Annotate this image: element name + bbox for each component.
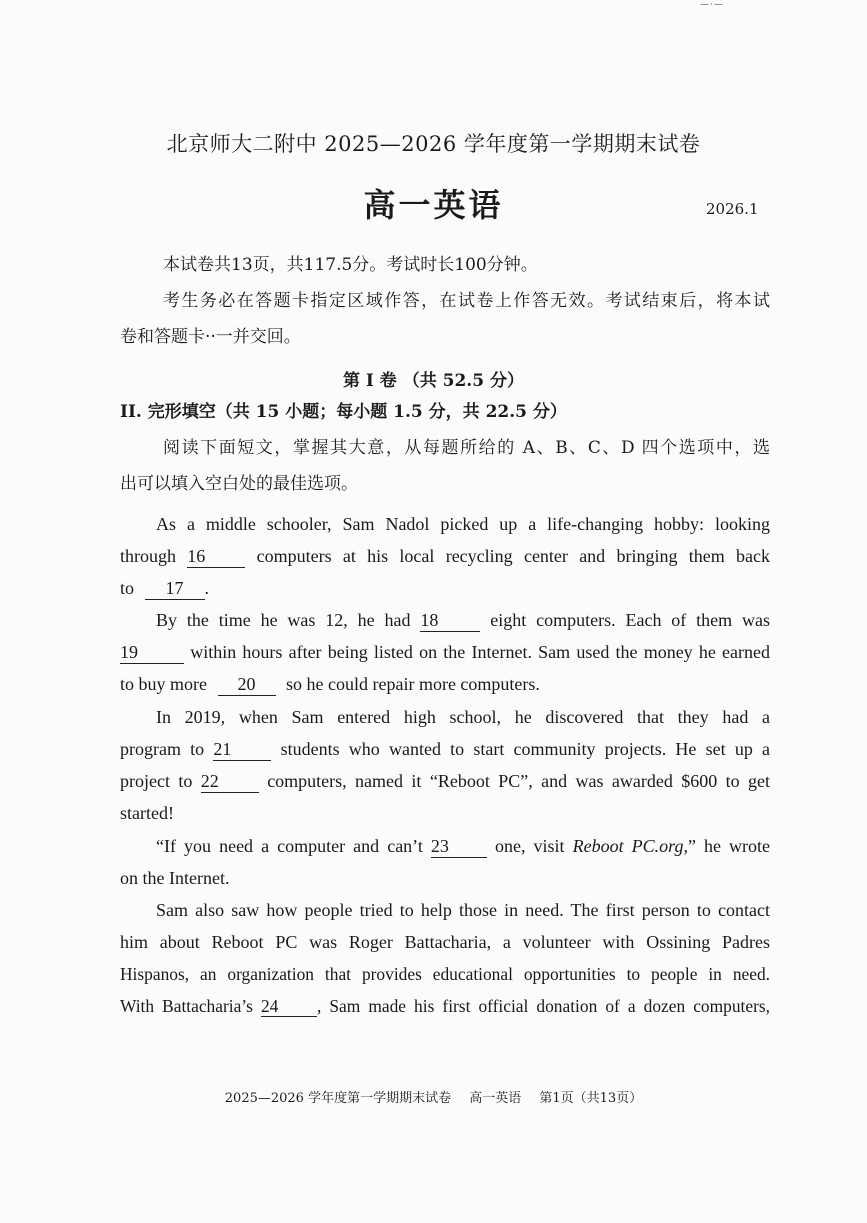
passage-line: to buy more 20 so he could repair more computers. <box>120 674 540 694</box>
passage-line: As a middle schooler, Sam Nadol picked up a life-changing hobby: looking <box>156 514 770 534</box>
passage-line: Sam also saw how people tried to help those in need. The first person to contact <box>156 900 770 920</box>
footer-page-number: 第1页（共13页） <box>539 1091 643 1106</box>
directions-line-1: 阅读下面短文，掌握其大意，从每题所给的 A、B、C、D 四个选项中，选 <box>163 438 770 458</box>
passage-line: “If you need a computer and can’t 23 one, visit Reboot PC.org,” he wrote <box>156 836 771 856</box>
section-title: 第 I 卷 （共 52.5 分） <box>343 371 524 391</box>
page-footer <box>0 1087 867 1106</box>
passage-line: on the Internet. <box>120 868 230 888</box>
instruction-line-1: 本试卷共13页，共117.5分。考试时长100分钟。 <box>163 255 538 275</box>
blank-17: 17 <box>145 579 205 600</box>
blank-24: 24 <box>261 997 317 1017</box>
footer-term: 2025—2026 学年度第一学期期末试卷 <box>224 1091 452 1106</box>
passage-line: 19 within hours after being listed on the Internet. Sam used the money he earned <box>120 642 771 662</box>
passage-line: With Battacharia’s 24 , Sam made his first official donation of a dozen computers, <box>120 996 770 1016</box>
passage-line: him about Reboot PC was Roger Battacharia, a volunteer with Ossining Padres <box>120 932 770 952</box>
instruction-line-3: 卷和答题卡··一并交回。 <box>120 327 301 347</box>
blank-20: 20 <box>218 675 276 696</box>
blank-21: 21 <box>213 740 271 761</box>
passage-line: through 16 computers at his local recycling center and bringing them back <box>120 546 771 566</box>
directions-line-2: 出可以填入空白处的最佳选项。 <box>120 474 358 494</box>
passage-line: By the time he was 12, he had 18 eight computers. Each of them was <box>156 610 771 630</box>
passage-line: started! <box>120 803 174 823</box>
footer-subject: 高一英语 <box>469 1091 522 1106</box>
blank-23: 23 <box>431 837 487 858</box>
passage-line: In 2019, when Sam entered high school, he discovered that they had a <box>156 707 770 727</box>
subject-title: 高一英语 <box>363 186 504 224</box>
part-title: II. 完形填空（共 15 小题；每小题 1.5 分，共 22.5 分） <box>120 402 567 422</box>
blank-16: 16 <box>187 547 245 568</box>
website-name: Reboot PC.org, <box>572 836 688 856</box>
passage-line: to 17 . <box>120 578 210 598</box>
top-mark: —·— <box>700 0 724 10</box>
blank-19: 19 <box>120 643 184 664</box>
passage-line: Hispanos, an organization that provides educational opportunities to people in need. <box>120 964 770 984</box>
exam-date: 2026.1 <box>706 200 759 218</box>
school-title: 北京师大二附中 2025—2026 学年度第一学期期末试卷 <box>166 132 701 156</box>
blank-18: 18 <box>420 611 480 632</box>
passage-line: project to 22 computers, named it “Reboot PC”, and was awarded $600 to get <box>120 771 771 791</box>
blank-22: 22 <box>201 772 259 793</box>
passage-line: program to 21 students who wanted to start community projects. He set up a <box>120 739 771 759</box>
instruction-line-2: 考生务必在答题卡指定区域作答，在试卷上作答无效。考试结束后，将本试 <box>163 291 770 311</box>
